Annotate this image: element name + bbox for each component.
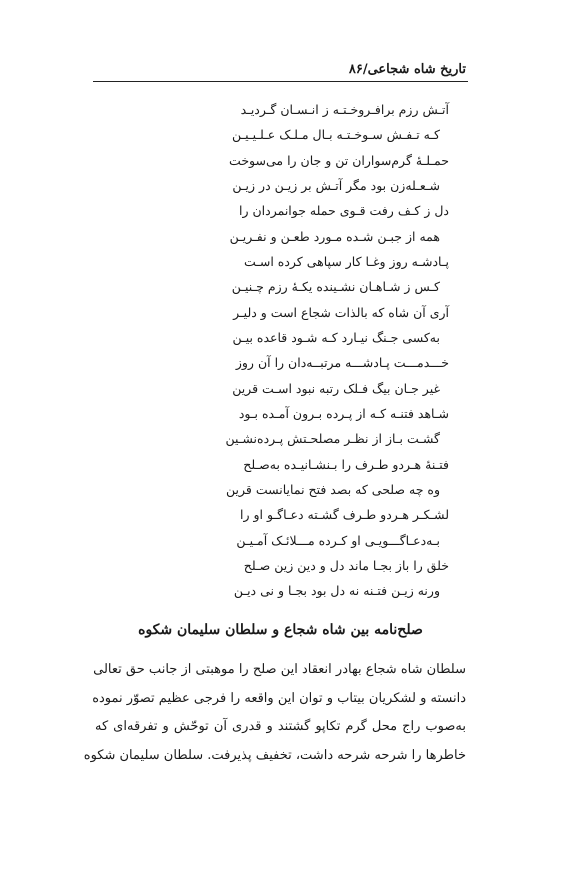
header-rule — [93, 81, 468, 82]
verse-line: بـه‌دعـاگـــویـی او کـرده مـــلائـک آمـیـن — [236, 533, 440, 548]
verse-line: به‌کسی جـنگ نیـارد کـه شـود قاعده بیـن — [232, 330, 440, 345]
verse-line: حمـلـهٔ گرم‌سواران تن و جان را می‌سوخت — [229, 153, 449, 168]
prose-paragraph — [83, 656, 466, 770]
verse-line: گشـت بـاز از نظـر مصلحـتش پـرده‌نشـین — [225, 431, 440, 446]
verse-line: همه از جبـن شـده مـورد طعـن و نفـریـن — [229, 229, 440, 244]
prose-line: سلطان شاه شجاع بهادر انعقاد این صلح را موهبتی از جانب حق تعالی — [93, 662, 466, 677]
prose-line: به‌صوب راج محل گرم تکاپو گشتند و قدری آن توحّش و تفرقه‌ای که — [95, 719, 466, 734]
verse-line: ورنه زیـن فتـنه نه دل بود بجـا و نی دیـن — [233, 583, 440, 598]
prose-line: دانسته و لشکریان بیتاب و توان این واقعه را فرجی عظیم تصوّر نموده — [92, 690, 466, 706]
verse-line: آری آن شاه که بالذات شجاع است و دلیـر — [233, 305, 449, 320]
verse-line: خلق را باز بجـا ماند دل و دین زین صـلح — [243, 558, 449, 573]
verse-line: فتـنهٔ هـردو طـرف را بـنشـانیـده به‌صـلح — [243, 457, 449, 472]
verse-line: وه چه صلحی که بصد فتح نمایانست قرین — [226, 482, 440, 497]
verse-line: غیر جـان بیگ فـلک رتبه نبود اسـت قرین — [232, 381, 440, 396]
running-header: تاریخ شاه شجاعی/۸۶ — [348, 62, 466, 77]
verse-line: شـعـله‌زن بود مگر آتـش بر زیـن در زیـن — [232, 178, 440, 193]
verse-line: پـادشـه روز وغـا کار سپاهی کرده اسـت — [243, 254, 449, 269]
verse-line: شـاهد فتنـه کـه از پـرده بـرون آمـده بـود — [238, 406, 449, 421]
verse-line: کـس ز شـاهـان نشـینده یکـهٔ رزم چـنیـن — [231, 279, 440, 294]
verse-line: کـه تـفـش سـوخـتـه بـال مـلـک عـلـیـیـن — [231, 127, 440, 142]
verse-line: آتـش رزم برافـروخـتـه ز انـسـان گـردیـد — [240, 102, 449, 117]
verse-line: لشـکـر هـردو طـرف گشـته دعـاگـو او را — [240, 507, 449, 522]
prose-line: خاطرها را شرحه شرحه داشت، تخفیف پذیرفت. سلطان سلیمان شکوه — [83, 747, 466, 763]
verse-line: دل ز کـف رفت قـوی حمله جوانمردان را — [239, 203, 449, 218]
verse-line: خـــدمـــت پـادشـــه مرتبــه‌دان را آن روز — [235, 355, 449, 370]
section-heading: صلح‌نامه بین شاه شجاع و سلطان سلیمان شکوه — [138, 622, 423, 638]
